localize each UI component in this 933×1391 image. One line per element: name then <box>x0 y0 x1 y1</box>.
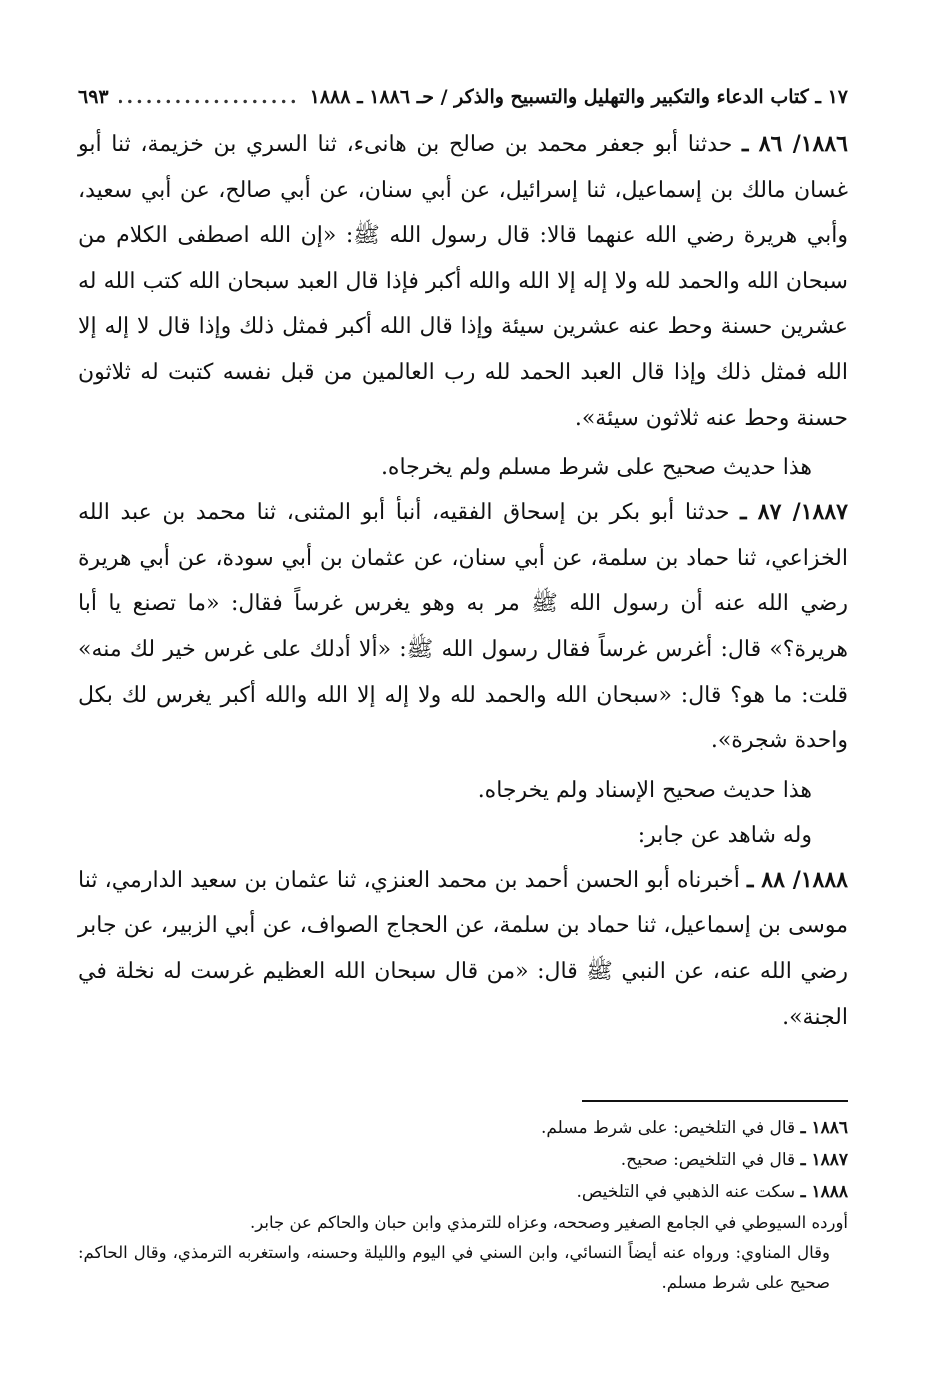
main-text <box>78 122 848 1044</box>
hadith-grading: هذا حديث صحيح على شرط مسلم ولم يخرجاه. <box>380 455 812 481</box>
footnote-number: ١٨٨٧ ـ <box>800 1150 848 1170</box>
footnote-text: قال في التلخيص: صحيح. <box>620 1150 796 1170</box>
hadith-number: ١٨٨٨/ ٨٨ ـ <box>746 866 848 893</box>
footnote-number: ١٨٨٦ ـ <box>800 1118 848 1138</box>
hadith-number: ١٨٨٦/ ٨٦ ـ <box>741 131 848 157</box>
footnote-munawi-note: وقال المناوي: ورواه عنه أيضاً النسائي، وابن السني في اليوم والليلة وحسنه، واستغربه الترمذي، وقال الحاكم: صحيح على شرط مسلم. <box>78 1243 830 1292</box>
footnote-number: ١٨٨٨ ـ <box>800 1182 848 1202</box>
page-number: ٦٩٣ <box>78 86 109 108</box>
footnotes <box>78 1112 848 1298</box>
footnote-text: سكت عنه الذهبي في التلخيص. <box>576 1182 796 1202</box>
hadith-text: حدثنا أبو بكر بن إسحاق الفقيه، أنبأ أبو المثنى، ثنا محمد بن عبد الله الخزاعي، ثنا حماد بن سلمة، عن أبي سنان، عن عثمان بن أبي سودة، عن أبي هريرة رضي الله عنه أن رسول الله ﷺ مر به وهو يغرس غرساً فقال: «ما تصنع يا أبا هريرة؟» قال: أغرس غرساً فقال رسول الله ﷺ: «ألا أدلك على غرس خير لك منه» قلت: ما هو؟ قال: «سبحان الله والحمد لله ولا إله إلا الله والله أكبر يغرس لك بكل واحدة شجرة». <box>78 500 848 754</box>
footnote-1888 <box>78 1176 848 1208</box>
footnote-text: قال في التلخيص: على شرط مسلم. <box>540 1118 796 1138</box>
hadith-witness-note: وله شاهد عن جابر: <box>637 822 812 848</box>
footnote-1887 <box>78 1144 848 1176</box>
hadith-number: ١٨٨٧/ ٨٧ ـ <box>740 499 848 526</box>
header-title: ١٧ ـ كتاب الدعاء والتكبير والتهليل والتسبيح والذكر / حـ ١٨٨٦ ـ ١٨٨٨ <box>309 86 848 108</box>
hadith-grading: هذا حديث صحيح الإسناد ولم يخرجاه. <box>477 777 812 803</box>
hadith-1886 <box>78 122 848 441</box>
hadith-text: أخبرناه أبو الحسن أحمد بن محمد العنزي، ثنا عثمان بن سعيد الدارمي، ثنا موسى بن إسماعيل، ثنا حماد بن سلمة، عن الحجاج الصواف، عن أبي الزبير، عن جابر رضي الله عنه، عن النبي ﷺ قال: «من قال سبحان الله العظيم غرست له نخلة في الجنة». <box>78 867 848 1030</box>
footnote-1886 <box>78 1112 848 1144</box>
hadith-1887 <box>78 490 848 764</box>
hadith-text: حدثنا أبو جعفر محمد بن صالح بن هانىء، ثنا السري بن خزيمة، ثنا أبو غسان مالك بن إسماعيل، ثنا إسرائيل، عن أبي سنان، عن أبي صالح، عن أبي سعيد، وأبي هريرة رضي الله عنهما قالا: قال رسول الله ﷺ: «إن الله اصطفى الكلام من سبحان الله والحمد لله ولا إله إلا الله والله أكبر فإذا قال العبد سبحان الله كتب الله له عشرين حسنة وحط عنه عشرين سيئة وإذا قال الله أكبر فمثل ذلك وإذا قال لا إله إلا الله فمثل ذلك وإذا قال العبد الحمد لله رب العالمين من قبل نفسه كتبت له ثلاثون حسنة وحط عنه ثلاثون سيئة». <box>78 132 849 431</box>
footnote-separator <box>582 1100 848 1102</box>
hadith-1888 <box>78 858 848 1040</box>
book-page <box>78 82 848 1372</box>
footnote-suyuti-note: أورده السيوطي في الجامع الصغير وصححه، وعزاه للترمذي وابن حبان والحاكم عن جابر. <box>250 1213 848 1232</box>
header-leader-dots <box>119 86 300 108</box>
running-header <box>78 82 848 112</box>
